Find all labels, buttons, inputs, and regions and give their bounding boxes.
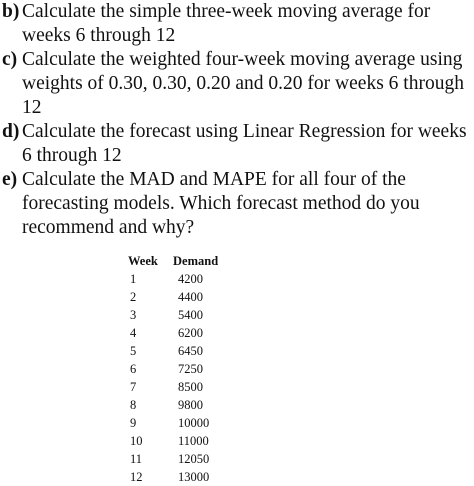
demand-cell: 4400 (178, 289, 203, 304)
week-cell: 8 (130, 397, 137, 412)
question-text-line: recommend and why? (22, 217, 195, 238)
question-c (0, 48, 474, 120)
demand-cell: 11000 (178, 433, 209, 448)
week-cell: 9 (130, 415, 137, 430)
demand-cell: 8500 (178, 379, 203, 394)
week-cell: 12 (130, 469, 143, 484)
question-label: e) (2, 169, 18, 190)
question-b (0, 0, 474, 48)
demand-cell: 7250 (178, 361, 203, 376)
table-row (124, 324, 218, 342)
demand-cell: 6200 (178, 325, 203, 340)
week-cell: 2 (130, 289, 137, 304)
week-cell: 6 (130, 361, 137, 376)
question-text-line: weights of 0.30, 0.30, 0.20 and 0.20 for weeks 6 through (22, 73, 464, 94)
question-text-line: 12 (22, 97, 42, 118)
table-row (124, 288, 218, 306)
demand-cell: 10000 (178, 415, 210, 430)
table-row (124, 378, 218, 396)
question-text-line: forecasting models. Which forecast method do you (22, 193, 420, 214)
week-cell: 3 (130, 307, 137, 322)
question-text-line: 6 through 12 (22, 145, 122, 166)
question-text-line: Calculate the MAD and MAPE for all four of the (22, 169, 406, 190)
question-label: d) (2, 121, 20, 142)
table-row (124, 270, 218, 288)
demand-cell: 9800 (178, 397, 203, 412)
question-label: b) (2, 1, 20, 22)
question-text-line: weeks 6 through 12 (22, 25, 176, 46)
week-cell: 1 (130, 271, 137, 286)
week-cell: 10 (130, 433, 143, 448)
demand-cell: 12050 (178, 451, 210, 466)
table-row (124, 360, 218, 378)
table-row (124, 342, 218, 360)
table-row (124, 432, 218, 450)
question-label: c) (2, 49, 18, 70)
question-d (0, 120, 474, 168)
table-header-row (124, 252, 218, 270)
demand-column-header: Demand (173, 253, 219, 268)
table-row (124, 396, 218, 414)
question-list (0, 0, 474, 240)
demand-cell: 6450 (178, 343, 203, 358)
week-cell: 4 (130, 325, 137, 340)
demand-cell: 13000 (178, 469, 210, 484)
week-cell: 7 (130, 379, 137, 394)
week-cell: 5 (130, 343, 137, 358)
demand-cell: 5400 (178, 307, 203, 322)
week-column-header: Week (128, 253, 158, 268)
table-row (124, 306, 218, 324)
week-cell: 11 (130, 451, 143, 466)
question-text-line: Calculate the weighted four-week moving average using (22, 49, 463, 70)
table-row (124, 414, 218, 432)
table-row (124, 450, 218, 468)
demand-table-container (124, 252, 218, 486)
table-row (124, 468, 218, 486)
question-text-line: Calculate the simple three-week moving average for (22, 1, 431, 22)
question-text-line: Calculate the forecast using Linear Regression for weeks (22, 121, 467, 142)
question-e (0, 168, 474, 240)
demand-table (124, 252, 218, 486)
demand-cell: 4200 (178, 271, 203, 286)
